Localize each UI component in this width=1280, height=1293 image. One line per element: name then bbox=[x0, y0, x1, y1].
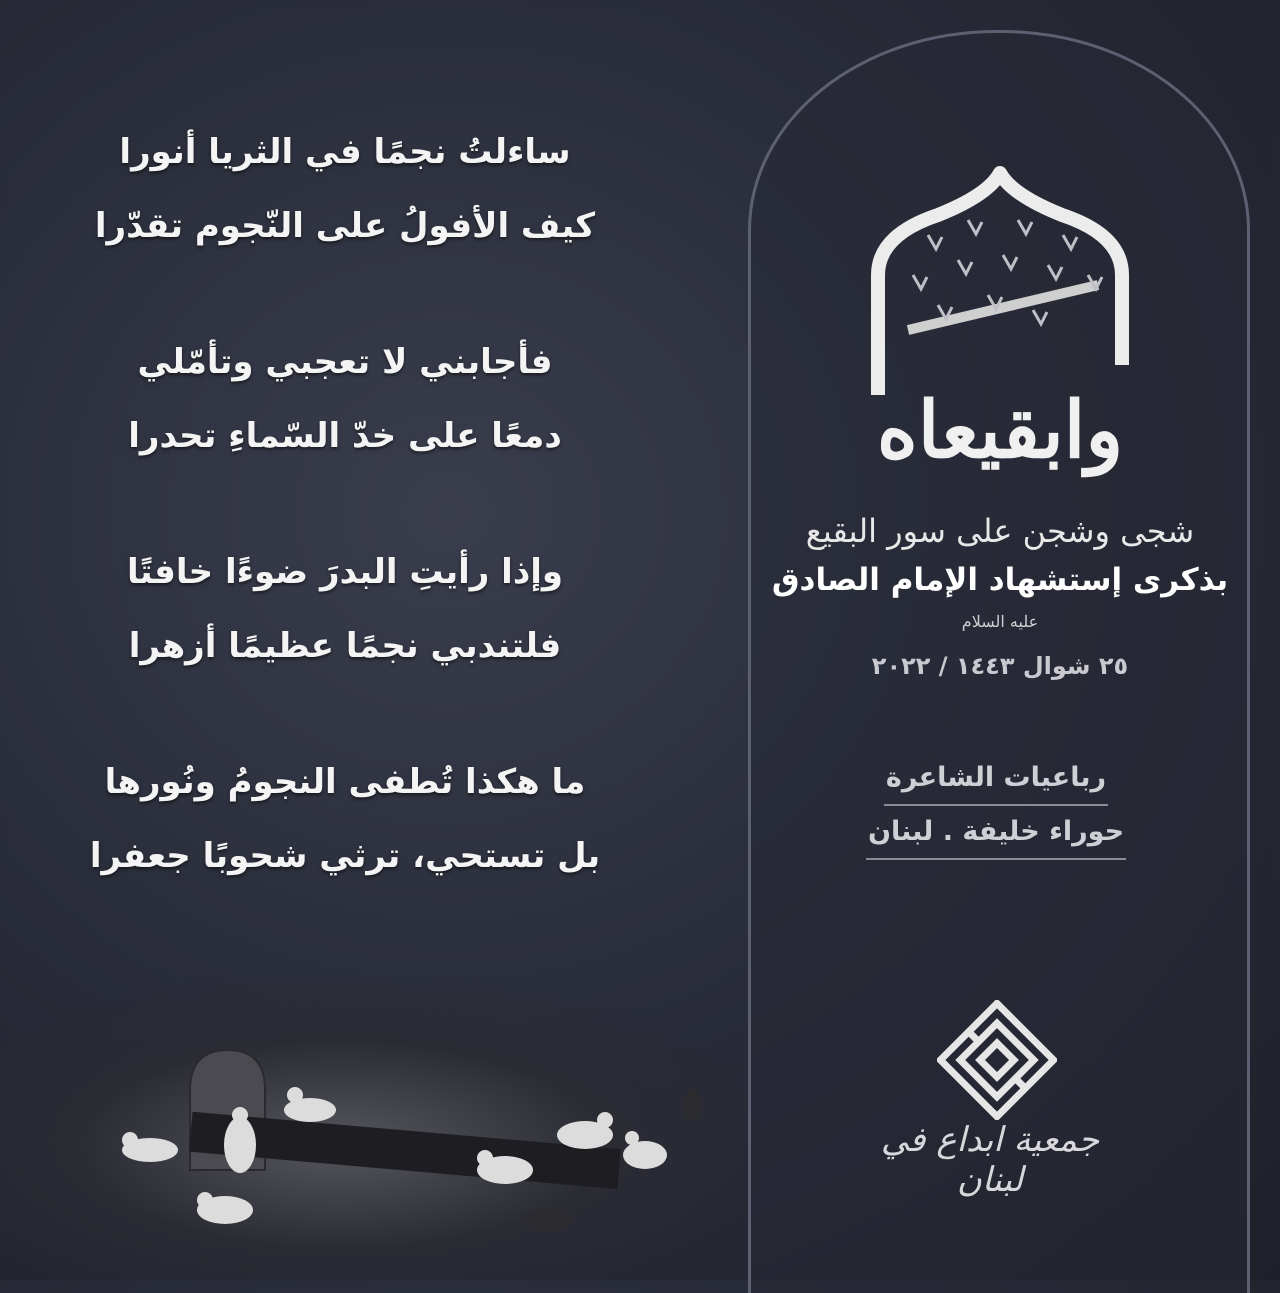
dome-emblem-icon bbox=[818, 165, 1198, 399]
stanza bbox=[60, 115, 630, 263]
title-calligraphy: وابقيعاه bbox=[876, 385, 1124, 476]
kufic-logo-icon bbox=[937, 1000, 1057, 1124]
poet-line-1: رباعيات الشاعرة bbox=[884, 752, 1108, 806]
stanza bbox=[60, 535, 630, 683]
verse-line: دمعًا على خدّ السّماءِ تحدرا bbox=[128, 416, 562, 456]
date-text: ٢٥ شوال ١٤٤٣ / ٢٠٢٢ bbox=[871, 652, 1129, 680]
subtitle: شجى وشجن على سور البقيع bbox=[805, 512, 1195, 550]
verse-line: فأجابني لا تعجبي وتأمّلي bbox=[137, 342, 553, 382]
verse-line: ساءلتُ نجمًا في الثريا أنورا bbox=[119, 132, 571, 172]
organization-logo: جمعية ابداع في لبنان bbox=[880, 1120, 1100, 1200]
poet-credit bbox=[866, 752, 1126, 860]
stanza bbox=[60, 745, 630, 893]
verse-line: ما هكذا تُطفى النجومُ ونُورها bbox=[104, 762, 586, 802]
honorific: عليه السلام bbox=[961, 612, 1039, 631]
poem bbox=[60, 115, 630, 955]
stanza bbox=[60, 325, 630, 473]
poet-line-2: حوراء خليفة . لبنان bbox=[866, 806, 1126, 860]
verse-line: فلتندبي نجمًا عظيمًا أزهرا bbox=[128, 626, 562, 666]
shrine-doves-scene bbox=[0, 980, 760, 1280]
verse-line: وإذا رأيتِ البدرَ ضوءًا خافتًا bbox=[126, 552, 564, 592]
verse-line: بل تستحي، ترثي شحوبًا جعفرا bbox=[89, 836, 601, 876]
occasion-title: بذكرى إستشهاد الإمام الصادق bbox=[771, 562, 1229, 598]
verse-line: كيف الأفولُ على النّجوم تقدّرا bbox=[94, 206, 596, 246]
